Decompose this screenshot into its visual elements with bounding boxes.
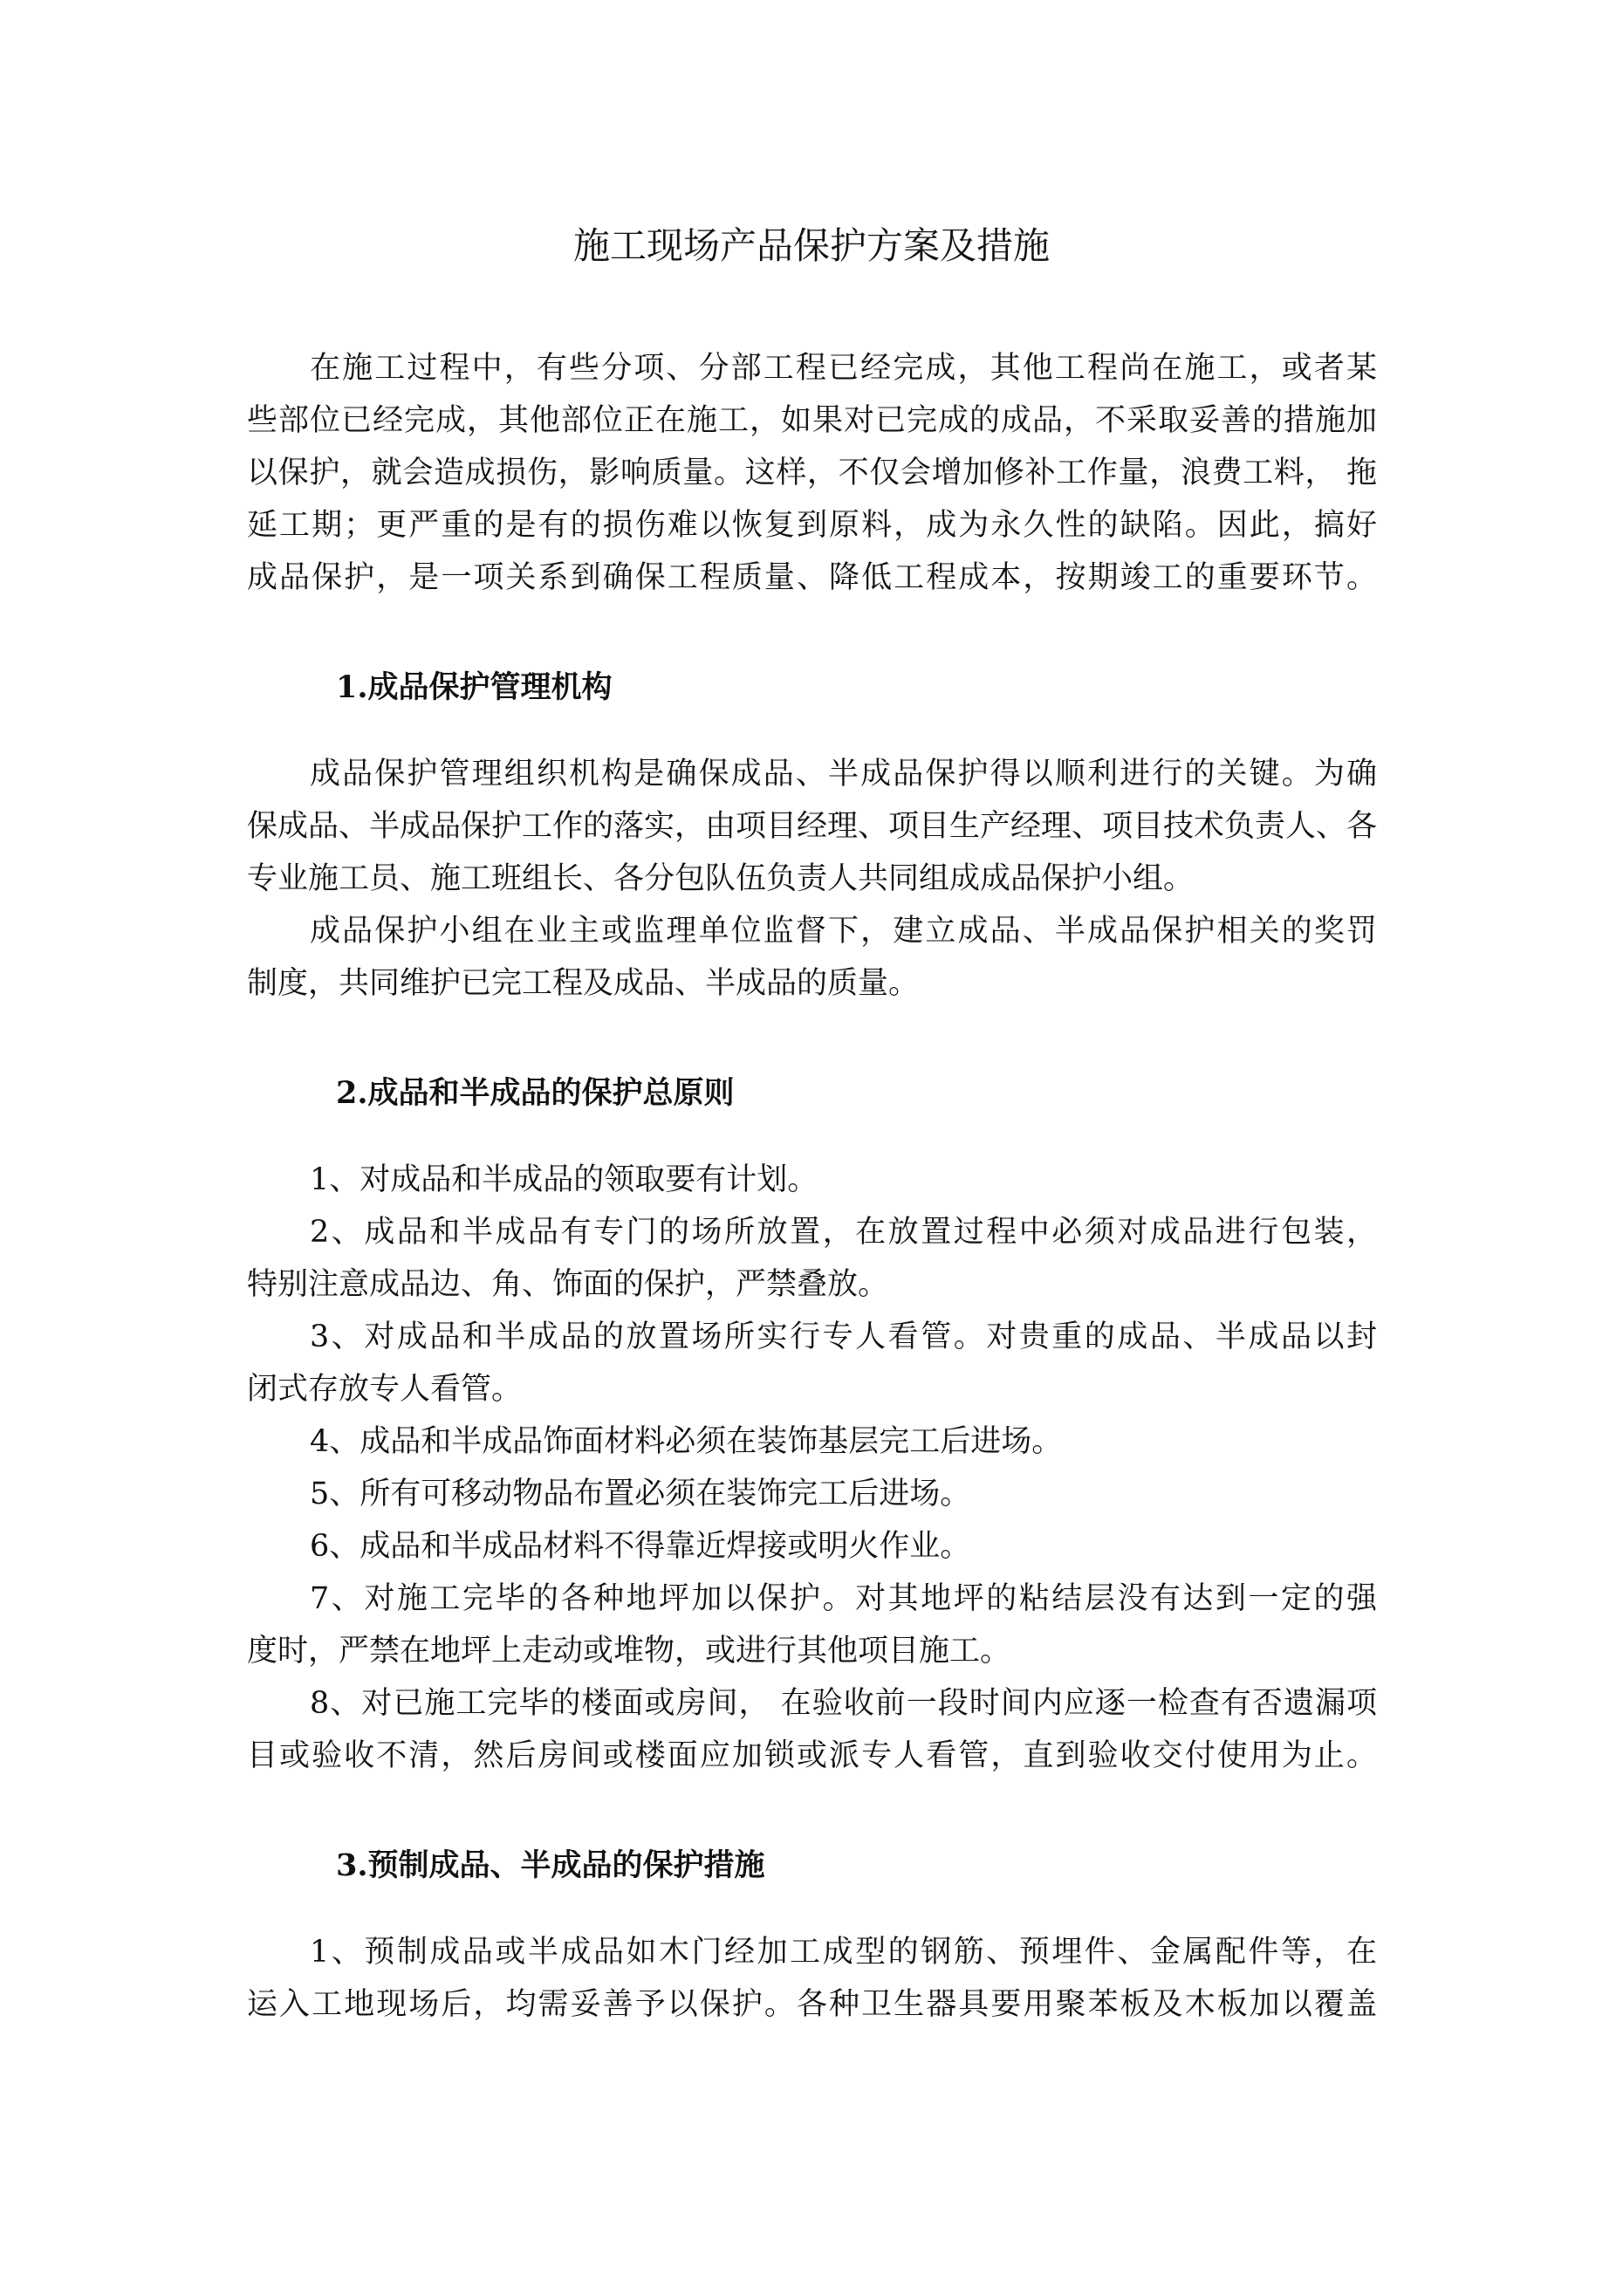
section-2-item-5: 5、所有可移动物品布置必须在装饰完工后进场。	[310, 1477, 971, 1511]
section-1-line-4: 成品保护小组在业主或监理单位监督下，建立成品、半成品保护相关的奖罚	[310, 914, 1377, 949]
section-2-item-6: 6、成品和半成品材料不得靠近焊接或明火作业。	[310, 1529, 971, 1564]
section-2-item-7-cont: 度时，严禁在地坪上走动或堆物，或进行其他项目施工。	[247, 1634, 1011, 1669]
section-1-line-2: 保成品、半成品保护工作的落实，由项目经理、项目生产经理、项目技术负责人、各	[247, 809, 1378, 844]
section-2-item-8: 8、对已施工完毕的楼面或房间， 在验收前一段时间内应逐一检查有否遗漏项	[310, 1686, 1377, 1721]
section-3-item-1: 1、预制成品或半成品如木门经加工成型的钢筋、预埋件、金属配件等，在	[310, 1935, 1377, 1970]
intro-line-1: 在施工过程中，有些分项、分部工程已经完成，其他工程尚在施工，或者某	[310, 351, 1377, 386]
intro-line-4: 延工期；更严重的是有的损伤难以恢复到原料，成为永久性的缺陷。因此，搞好	[247, 508, 1377, 543]
intro-line-5: 成品保护，是一项关系到确保工程质量、降低工程成本，按期竣工的重要环节。	[247, 560, 1377, 595]
section-2-item-2: 2、成品和半成品有专门的场所放置，在放置过程中必须对成品进行包装，	[310, 1215, 1377, 1250]
section-1-line-5: 制度，共同维护已完工程及成品、半成品的质量。	[247, 966, 920, 1001]
intro-line-3: 以保护，就会造成损伤，影响质量。这样，不仅会增加修补工作量，浪费工料， 拖	[247, 456, 1377, 490]
section-1-line-3: 专业施工员、施工班组长、各分包队伍负责人共同组成成品保护小组。	[247, 861, 1195, 896]
section-2-item-1: 1、对成品和半成品的领取要有计划。	[310, 1162, 818, 1197]
section-1-heading: 1.成品保护管理机构	[336, 669, 613, 705]
section-3-heading: 3.预制成品、半成品的保护措施	[336, 1847, 765, 1883]
section-2-item-8-cont: 目或验收不清，然后房间或楼面应加锁或派专人看管，直到验收交付使用为止。	[247, 1738, 1377, 1773]
section-2-item-7: 7、对施工完毕的各种地坪加以保护。对其地坪的粘结层没有达到一定的强	[310, 1581, 1377, 1616]
intro-line-2: 些部位已经完成，其他部位正在施工，如果对已完成的成品，不采取妥善的措施加	[247, 403, 1377, 438]
section-2-item-3: 3、对成品和半成品的放置场所实行专人看管。对贵重的成品、半成品以封	[310, 1319, 1377, 1354]
section-2-item-2-cont: 特别注意成品边、角、饰面的保护，严禁叠放。	[247, 1267, 889, 1302]
section-3-item-1-cont: 运入工地现场后，均需妥善予以保护。各种卫生器具要用聚苯板及木板加以覆盖	[247, 1987, 1377, 2022]
section-2-heading: 2.成品和半成品的保护总原则	[336, 1075, 735, 1111]
section-2-item-4: 4、成品和半成品饰面材料必须在装饰基层完工后进场。	[310, 1424, 1063, 1459]
section-2-item-3-cont: 闭式存放专人看管。	[247, 1372, 523, 1407]
page-title: 施工现场产品保护方案及措施	[572, 224, 1050, 267]
section-1-line-1: 成品保护管理组织机构是确保成品、半成品保护得以顺利进行的关键。为确	[310, 757, 1377, 792]
